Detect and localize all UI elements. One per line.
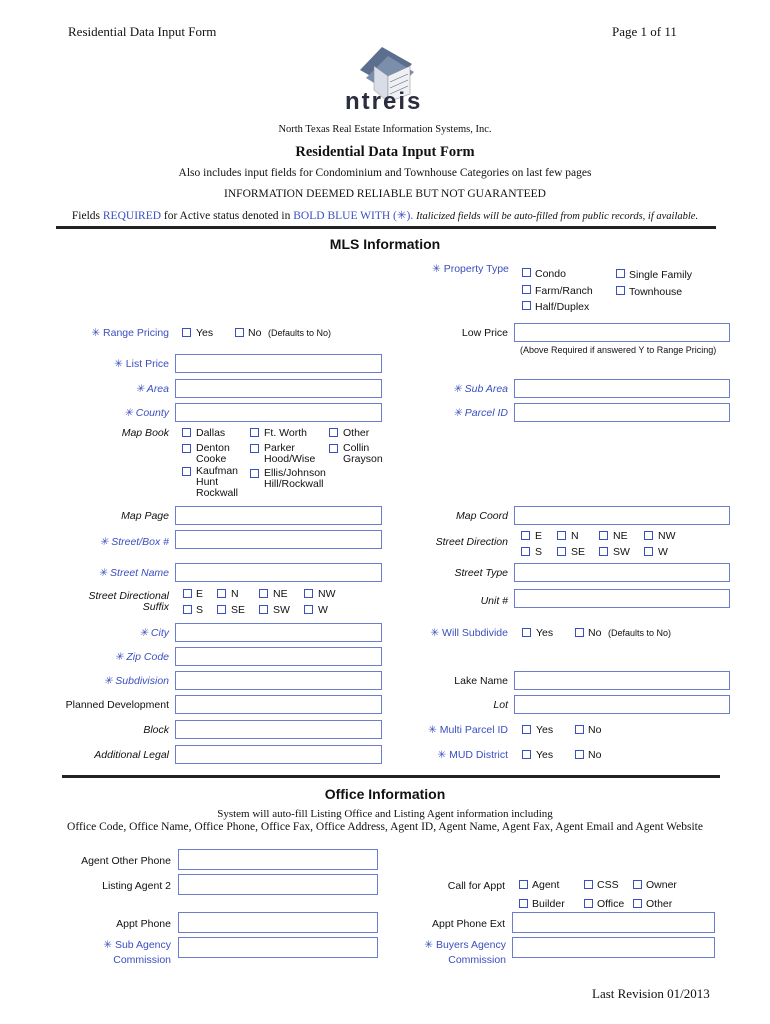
note-italic: Italicized fields will be auto-filled from public records, if available. [416,211,699,222]
half-duplex-checkbox[interactable] [522,301,531,310]
suffix-ne-checkbox[interactable] [259,589,268,598]
street-dir-s-label: S [535,546,543,558]
will-subdivide-no-checkbox[interactable] [575,628,584,637]
will-subdivide-yes-label: Yes [536,627,554,639]
lake-name-label: Lake Name [454,675,508,687]
zip-code-field[interactable] [175,647,382,666]
appt-phone-ext-field[interactable] [512,912,715,933]
property-type-label: ✳ Property Type [432,263,509,275]
lot-label: Lot [493,699,508,711]
range-pricing-default: (Defaults to No) [268,328,332,338]
suffix-w-label: W [318,604,328,616]
org-name: North Texas Real Estate Information Systems, Inc. [278,124,492,135]
logo-text: ntreis [345,88,423,115]
planned-development-field[interactable] [175,695,382,714]
street-dir-ne-label: NE [613,530,628,542]
suffix-e-label: E [196,588,204,600]
appt-owner-checkbox[interactable] [633,880,642,889]
will-subdivide-default: (Defaults to No) [608,628,672,638]
street-dir-ne-checkbox[interactable] [599,531,608,540]
will-subdivide-no-label: No [588,627,602,639]
single-family-label: Single Family [629,269,693,281]
farm-ranch-label: Farm/Ranch [535,285,593,297]
range-pricing-yes-checkbox[interactable] [182,328,191,337]
map-book-ellis-label: Ellis/Johnson Hill/Rockwall [264,467,326,490]
additional-legal-field[interactable] [175,745,382,764]
farm-ranch-checkbox[interactable] [522,285,531,294]
street-dir-sw-checkbox[interactable] [599,547,608,556]
suffix-s-label: S [196,604,204,616]
form-title: Residential Data Input Form [295,144,475,160]
lake-name-field[interactable] [514,671,730,690]
suffix-n-checkbox[interactable] [217,589,226,598]
disclaimer: INFORMATION DEEMED RELIABLE BUT NOT GUARANTEED [224,188,546,200]
will-subdivide-label: ✳ Will Subdivide [430,627,508,639]
suffix-e-checkbox[interactable] [183,589,192,598]
note-bold-blue: BOLD BLUE WITH (✳). [293,210,414,222]
zip-code-label: ✳ Zip Code [114,651,169,663]
street-type-field[interactable] [514,563,730,582]
suffix-w-checkbox[interactable] [304,605,313,614]
map-book-ftworth-checkbox[interactable] [250,428,259,437]
agent-other-phone-field[interactable] [178,849,378,870]
street-direction-label: Street Direction [435,536,508,548]
appt-other-label: Other [646,898,673,910]
mud-district-yes-label: Yes [536,749,554,761]
townhouse-label: Townhouse [629,286,683,298]
appt-agent-checkbox[interactable] [519,880,528,889]
note-prefix: Fields [71,210,103,222]
low-price-field[interactable] [514,323,730,342]
office-description-2: Office Code, Office Name, Office Phone, Office Fax, Office Address, Agent ID, Agent Name, Agent Fax, Agent Email and Agent Website [67,821,703,833]
multi-parcel-yes-label: Yes [536,724,554,736]
map-book-dallas-label: Dallas [196,427,226,439]
county-label: ✳ County [124,407,169,419]
multi-parcel-no-label: No [588,724,602,736]
street-dir-n-checkbox[interactable] [557,531,566,540]
map-page-label: Map Page [121,510,169,522]
street-dir-s-checkbox[interactable] [521,547,530,556]
range-pricing-yes-label: Yes [196,327,214,339]
street-dir-nw-checkbox[interactable] [644,531,653,540]
map-book-collin-checkbox[interactable] [329,444,338,453]
unit-field[interactable] [514,589,730,608]
parcel-id-label: ✳ Parcel ID [453,407,508,419]
range-pricing-label: ✳ Range Pricing [91,327,169,339]
office-description-1: System will auto-fill Listing Office and Listing Agent information including [217,808,553,820]
suffix-s-checkbox[interactable] [183,605,192,614]
street-box-label: ✳ Street/Box # [99,536,169,548]
area-label: ✳ Area [135,383,169,395]
street-dir-w-checkbox[interactable] [644,547,653,556]
mud-district-yes-checkbox[interactable] [522,750,531,759]
city-label: ✳ City [139,627,169,639]
townhouse-checkbox[interactable] [616,286,625,295]
appt-office-label: Office [597,898,625,910]
subdivision-field[interactable] [175,671,382,690]
appt-builder-checkbox[interactable] [519,899,528,908]
street-dir-se-label: SE [571,546,586,558]
additional-legal-label: Additional Legal [94,749,169,761]
buyers-agency-commission-label: ✳ Buyers Agency Commission [424,939,506,966]
low-price-note: (Above Required if answered Y to Range Pricing) [520,345,717,355]
required-note [0,208,770,222]
appt-office-checkbox[interactable] [584,899,593,908]
street-dir-e-label: E [535,530,543,542]
appt-css-checkbox[interactable] [584,880,593,889]
mud-district-no-label: No [588,749,602,761]
appt-builder-label: Builder [532,898,565,910]
street-dir-sw-label: SW [613,546,630,558]
section-divider [62,775,720,778]
note-mid: for Active status denoted in [161,210,294,222]
mud-district-no-checkbox[interactable] [575,750,584,759]
street-dir-nw-label: NW [658,530,676,542]
street-dir-e-checkbox[interactable] [521,531,530,540]
street-dir-se-checkbox[interactable] [557,547,566,556]
appt-agent-label: Agent [532,879,560,891]
subdivision-label: ✳ Subdivision [103,675,169,687]
range-pricing-no-label: No [248,327,262,339]
suffix-nw-label: NW [318,588,336,600]
suffix-sw-checkbox[interactable] [259,605,268,614]
street-type-label: Street Type [454,567,508,579]
street-dir-suffix-label: Street Directional Suffix [88,590,169,613]
map-book-kaufman-label: Kaufman Hunt Rockwall [196,465,239,499]
subtitle: Also includes input fields for Condominium and Townhouse Categories on last few pages [178,167,592,179]
multi-parcel-yes-checkbox[interactable] [522,725,531,734]
suffix-se-label: SE [231,604,246,616]
sub-agency-commission-field[interactable] [178,937,378,958]
suffix-ne-label: NE [273,588,288,600]
map-book-parker-checkbox[interactable] [250,444,259,453]
map-book-dallas-checkbox[interactable] [182,428,191,437]
range-pricing-no-checkbox[interactable] [235,328,244,337]
will-subdivide-yes-checkbox[interactable] [522,628,531,637]
street-dir-w-label: W [658,546,668,558]
sub-agency-commission-label: ✳ Sub Agency Commission [103,939,171,966]
listing-agent-2-field[interactable] [178,874,378,895]
block-field[interactable] [175,720,382,739]
map-coord-label: Map Coord [456,510,508,522]
map-book-ftworth-label: Ft. Worth [264,427,307,439]
sub-area-label: ✳ Sub Area [452,383,508,395]
last-revision: Last Revision 01/2013 [592,986,710,1001]
area-field[interactable] [175,379,382,398]
office-section-title: Office Information [324,786,446,802]
lot-field[interactable] [514,695,730,714]
appt-phone-label: Appt Phone [116,918,171,930]
map-book-other-checkbox[interactable] [329,428,338,437]
block-label: Block [143,724,169,736]
multi-parcel-label: ✳ Multi Parcel ID [428,724,508,736]
call-for-appt-label: Call for Appt [447,880,505,892]
condo-checkbox[interactable] [522,268,531,277]
agent-other-phone-label: Agent Other Phone [81,855,171,867]
suffix-sw-label: SW [273,604,290,616]
section-divider [56,226,716,229]
condo-label: Condo [535,268,566,280]
suffix-se-checkbox[interactable] [217,605,226,614]
map-book-denton-checkbox[interactable] [182,444,191,453]
document-title: Residential Data Input Form [68,24,217,39]
multi-parcel-no-checkbox[interactable] [575,725,584,734]
appt-phone-ext-label: Appt Phone Ext [432,918,505,930]
appt-phone-field[interactable] [178,912,378,933]
map-page-field[interactable] [175,506,382,525]
page-number: Page 1 of 11 [612,24,677,39]
listing-agent-2-label: Listing Agent 2 [102,880,171,892]
map-book-kaufman-checkbox[interactable] [182,467,191,476]
city-field[interactable] [175,623,382,642]
suffix-nw-checkbox[interactable] [304,589,313,598]
appt-css-label: CSS [597,879,619,891]
low-price-label: Low Price [461,327,508,339]
planned-development-label: Planned Development [65,699,169,711]
street-box-field[interactable] [175,530,382,549]
mud-district-label: ✳ MUD District [437,749,508,761]
map-book-other-label: Other [343,427,370,439]
map-coord-field[interactable] [514,506,730,525]
appt-other-checkbox[interactable] [633,899,642,908]
sub-area-field[interactable] [514,379,730,398]
single-family-checkbox[interactable] [616,269,625,278]
note-required: REQUIRED [102,210,162,222]
map-book-parker-label: Parker Hood/Wise [264,442,316,465]
map-book-denton-label: Denton Cooke [196,442,230,465]
map-book-label: Map Book [121,427,169,439]
parcel-id-field[interactable] [514,403,730,422]
street-name-field[interactable] [175,563,382,582]
list-price-label: ✳ List Price [114,358,169,370]
suffix-n-label: N [231,588,239,600]
appt-owner-label: Owner [646,879,677,891]
county-field[interactable] [175,403,382,422]
street-dir-n-label: N [571,530,579,542]
unit-label: Unit # [480,595,508,607]
map-book-ellis-checkbox[interactable] [250,469,259,478]
buyers-agency-commission-field[interactable] [512,937,715,958]
half-duplex-label: Half/Duplex [535,301,590,313]
mls-section-title: MLS Information [329,236,441,252]
map-book-collin-label: Collin Grayson [343,442,383,465]
street-name-label: ✳ Street Name [98,567,169,579]
list-price-field[interactable] [175,354,382,373]
